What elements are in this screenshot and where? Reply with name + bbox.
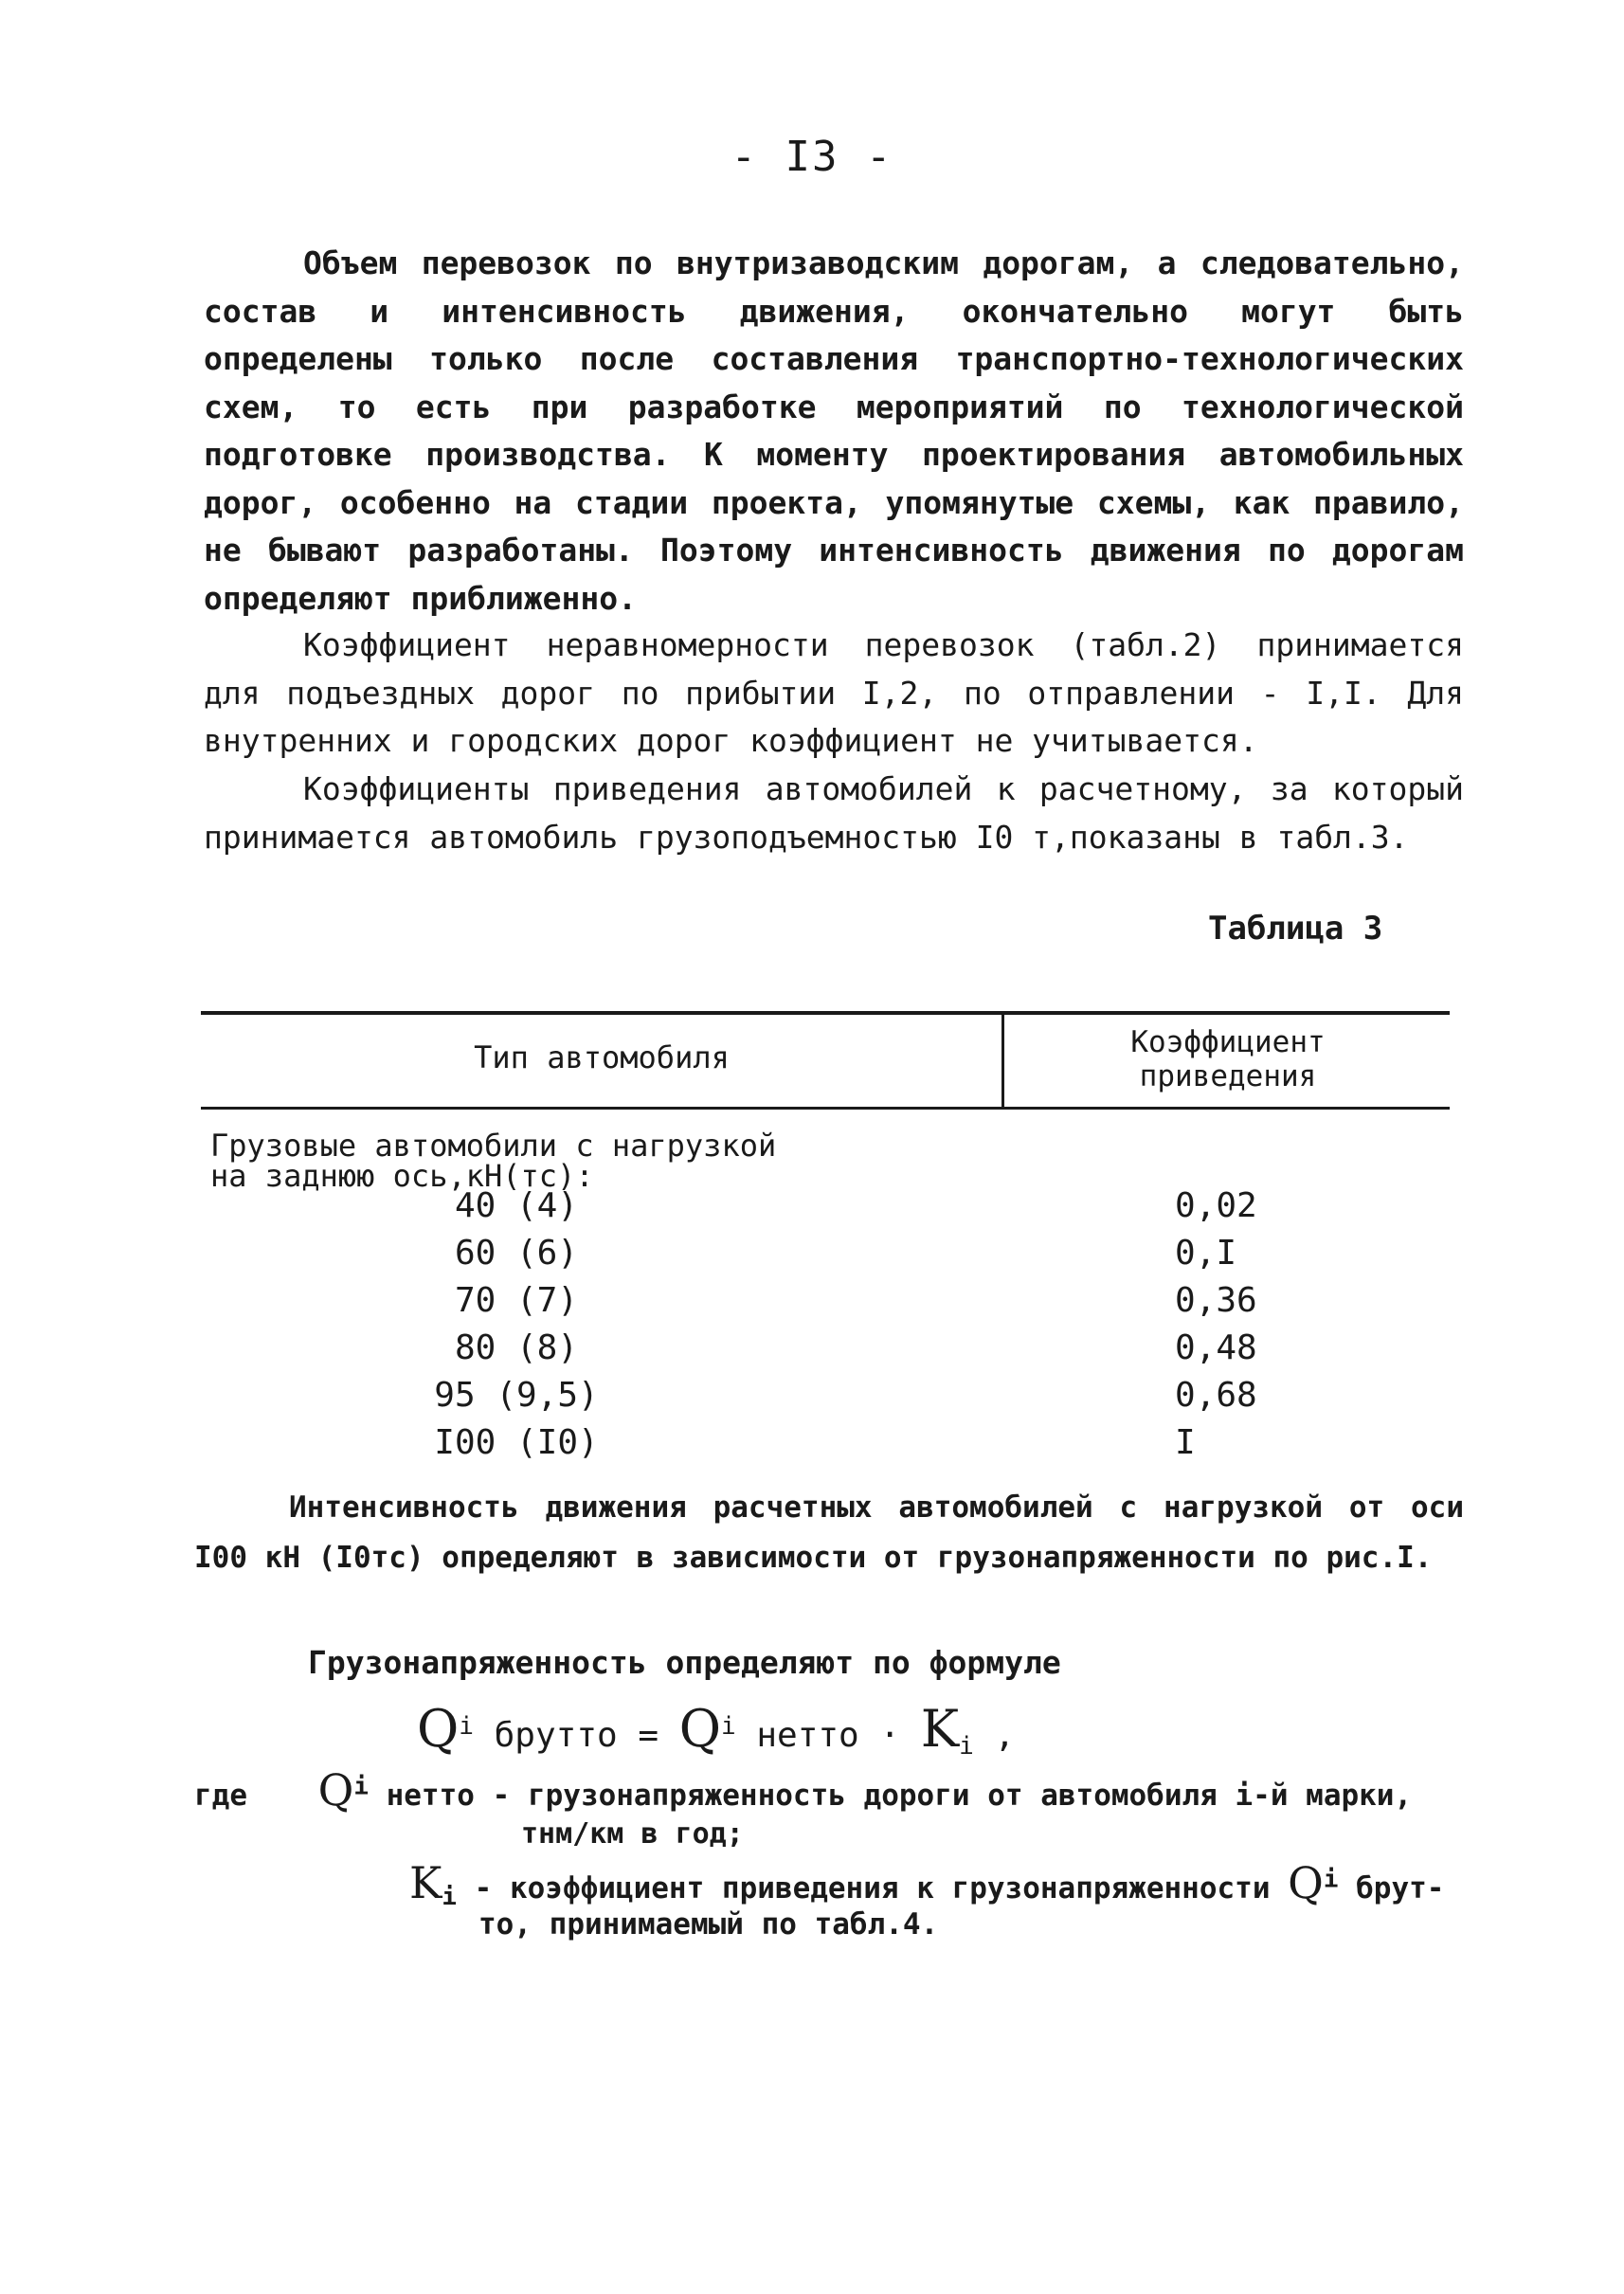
formula-q-netto: Q: [678, 1699, 722, 1759]
column-header-coefficient: [1006, 1025, 1450, 1093]
table-row-coef: I: [1175, 1423, 1196, 1462]
table-caption: Таблица 3: [1208, 910, 1383, 948]
table-row-type: 60 (6): [454, 1234, 579, 1273]
k-brut: брут-: [1356, 1871, 1445, 1906]
where-units: тнм/км в год;: [521, 1817, 744, 1851]
paragraph-coefficient: Коэффициент неравномерности перевозок (табл.2) принимается для подъездных дорог по прибытии I,2, по отправлении - I,I. Для внутренних и городских дорог коэффициент не учитывается.: [204, 626, 1464, 759]
k-q-index: i: [1323, 1865, 1339, 1894]
where-q: Q: [317, 1764, 354, 1815]
paragraph-intensity: Интенсивность движения расчетных автомобилей с нагрузкой от оси I00 кН (I0тс) определяют в зависимости от грузонапряженности по рис.I.: [194, 1490, 1464, 1575]
formula-index: i: [459, 1712, 474, 1741]
formula-comma: ,: [994, 1716, 1016, 1755]
table-row-type: I00 (I0): [434, 1423, 599, 1462]
formula-equals: =: [638, 1716, 659, 1755]
table-row-type: 40 (4): [454, 1186, 579, 1225]
table-header-rule: [201, 1107, 1450, 1110]
page-number: - I3 -: [731, 133, 893, 181]
where-text: грузонапряженность дороги от автомобиля i-й марки,: [527, 1779, 1413, 1813]
formula: [417, 1699, 1015, 1761]
group-label-line1: Грузовые автомобили с нагрузкой: [210, 1128, 777, 1164]
group-label-line2: на заднюю ось,кН(тс):: [210, 1158, 594, 1194]
table-top-rule: [201, 1011, 1450, 1015]
table-row-coef: 0,I: [1175, 1234, 1237, 1273]
where-q-index: i: [353, 1772, 369, 1801]
table-row-type: 95 (9,5): [434, 1376, 599, 1415]
column-header-coefficient-line1: Коэффициент: [1130, 1025, 1326, 1059]
table-row-type: 70 (7): [454, 1281, 579, 1320]
formula-netto: нетто: [756, 1716, 859, 1755]
k-text: коэффициент приведения к грузонапряженности: [509, 1871, 1271, 1906]
where-netto: нетто: [386, 1779, 475, 1813]
formula-q-brutto: Q: [417, 1699, 460, 1759]
k-symbol: K: [409, 1857, 442, 1908]
formula-dot: ·: [879, 1716, 901, 1755]
table-column-divider: [1001, 1014, 1004, 1107]
paragraph-reduction: Коэффициенты приведения автомобилей к расчетному, за который принимается автомобиль грузоподъемностью I0 т,показаны в табл.3.: [204, 770, 1464, 856]
k-dash: -: [474, 1871, 493, 1906]
k-symbol-index: i: [442, 1883, 457, 1912]
formula-k: K: [920, 1699, 960, 1759]
table-row-coef: 0,36: [1175, 1281, 1257, 1320]
table-row-coef: 0,02: [1175, 1186, 1257, 1225]
column-header-coefficient-line2: приведения: [1139, 1059, 1317, 1093]
table-row-type: 80 (8): [454, 1328, 579, 1367]
table-group-label: [210, 1128, 930, 1194]
column-header-type: Тип автомобиля: [474, 1039, 730, 1075]
formula-intro: Грузонапряженность определяют по формуле: [308, 1644, 1061, 1681]
formula-brutto: брутто: [494, 1716, 618, 1755]
where-netto-line: [194, 1764, 1412, 1815]
formula-index: i: [721, 1712, 736, 1741]
table-row-coef: 0,48: [1175, 1328, 1257, 1367]
formula-index: i: [959, 1732, 974, 1761]
where-label: где: [194, 1779, 247, 1813]
k-definition-cont: то, принимаемый по табл.4.: [478, 1907, 939, 1942]
paragraph-volume: Объем перевозок по внутризаводским дорогам, а следовательно, состав и интенсивность движения, окончательно могут быть определены только после составления транспортно-технологических схем, то есть при разработке мероприятий по технологической подготовке производства. К моменту проектирования автомобильных дорог, особенно на стадии проекта, упомянутые схемы, как правило, не бывают разработаны. Поэтому интенсивность движения по дорогам определяют приближенно.: [204, 244, 1464, 617]
table-row-coef: 0,68: [1175, 1376, 1257, 1415]
k-definition-line: [409, 1857, 1444, 1911]
where-dash: -: [492, 1779, 511, 1813]
k-q: Q: [1288, 1857, 1324, 1908]
